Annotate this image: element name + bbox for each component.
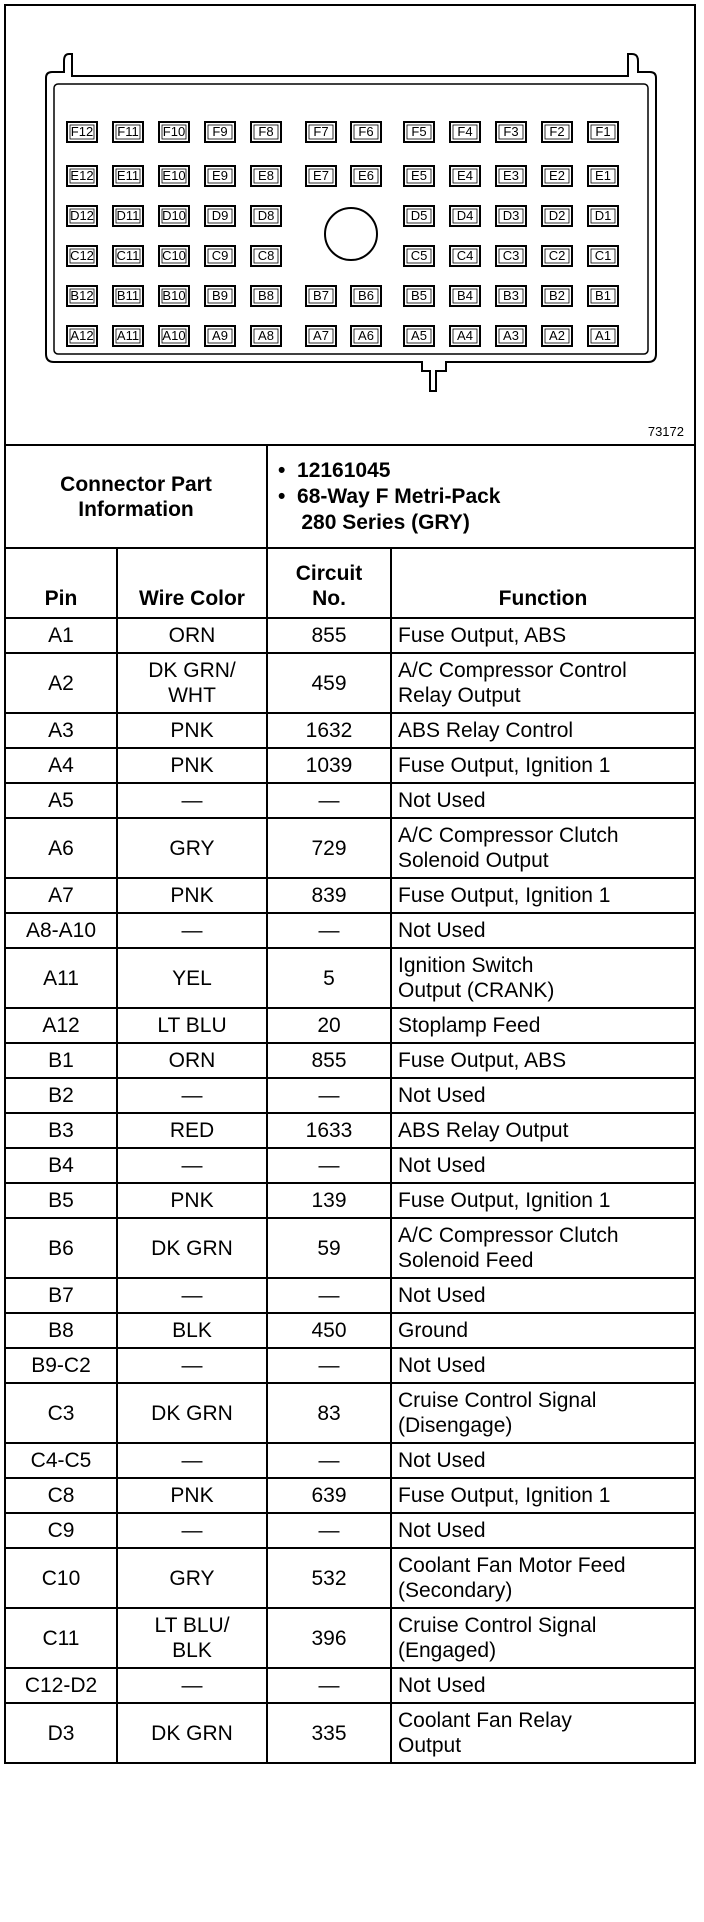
pin-label: B12 xyxy=(70,288,94,303)
pin-label: D8 xyxy=(257,208,275,223)
wire-color-cell: PNK xyxy=(117,1183,267,1218)
pin-label: D4 xyxy=(456,208,474,223)
pin-label: A1 xyxy=(595,328,611,343)
circuit-no-cell: 20 xyxy=(267,1008,391,1043)
table-row xyxy=(5,1608,695,1668)
header-row xyxy=(5,548,695,618)
pin-label: C10 xyxy=(162,248,186,263)
pin-cell: B3 xyxy=(5,1113,117,1148)
circuit-no-cell: — xyxy=(267,1668,391,1703)
pin-label: F8 xyxy=(258,124,274,139)
table-row xyxy=(5,1078,695,1113)
wire-color-cell: LT BLU xyxy=(117,1008,267,1043)
function-cell: Fuse Output, ABS xyxy=(391,1043,695,1078)
function-cell: Fuse Output, Ignition 1 xyxy=(391,1183,695,1218)
function-cell: Not Used xyxy=(391,1348,695,1383)
pin-label: C8 xyxy=(257,248,275,263)
wire-color-cell: PNK xyxy=(117,713,267,748)
table-row xyxy=(5,783,695,818)
table-row xyxy=(5,948,695,1008)
circuit-no-cell: — xyxy=(267,783,391,818)
function-cell: Stoplamp Feed xyxy=(391,1008,695,1043)
pin-cell: C4-C5 xyxy=(5,1443,117,1478)
pin-cell: B1 xyxy=(5,1043,117,1078)
pin-cell: A4 xyxy=(5,748,117,783)
part-number: • 12161045 xyxy=(278,458,391,482)
table-row xyxy=(5,1548,695,1608)
table-row xyxy=(5,653,695,713)
pin-label: B3 xyxy=(503,288,519,303)
pin-cell: A2 xyxy=(5,653,117,713)
connector-info-row xyxy=(5,445,695,548)
pin-label: E8 xyxy=(258,168,274,183)
pin-label: B9 xyxy=(212,288,228,303)
pin-cell: A11 xyxy=(5,948,117,1008)
pin-label: B4 xyxy=(457,288,473,303)
pin-label: B6 xyxy=(358,288,374,303)
header-circuit-no: Circuit No. xyxy=(267,548,391,618)
pin-cell: A3 xyxy=(5,713,117,748)
pin-label: E11 xyxy=(116,168,140,183)
pin-label: D12 xyxy=(70,208,94,223)
table-row xyxy=(5,1703,695,1763)
pin-label: D10 xyxy=(162,208,186,223)
function-cell: ABS Relay Output xyxy=(391,1113,695,1148)
pin-label: C9 xyxy=(211,248,229,263)
pin-label: C2 xyxy=(548,248,566,263)
circuit-no-cell: 335 xyxy=(267,1703,391,1763)
pin-label: C12 xyxy=(70,248,94,263)
pin-label: A3 xyxy=(503,328,519,343)
function-cell: A/C Compressor Clutch Solenoid Output xyxy=(391,818,695,878)
diagram-id-label: 73172 xyxy=(647,424,684,439)
connector-diagram xyxy=(4,4,696,446)
pin-cell: A7 xyxy=(5,878,117,913)
table-row xyxy=(5,1348,695,1383)
pin-label: C4 xyxy=(456,248,474,263)
function-cell: Coolant Fan Motor Feed (Secondary) xyxy=(391,1548,695,1608)
wire-color-cell: YEL xyxy=(117,948,267,1008)
pin-label: A6 xyxy=(358,328,374,343)
wire-color-cell: — xyxy=(117,783,267,818)
function-cell: Cruise Control Signal (Engaged) xyxy=(391,1608,695,1668)
function-cell: Fuse Output, Ignition 1 xyxy=(391,748,695,783)
wire-color-cell: DK GRN xyxy=(117,1383,267,1443)
pin-cell: C8 xyxy=(5,1478,117,1513)
pin-label: D5 xyxy=(410,208,428,223)
pin-cell: C3 xyxy=(5,1383,117,1443)
wire-color-cell: ORN xyxy=(117,1043,267,1078)
pin-label: F2 xyxy=(549,124,565,139)
pin-label: E7 xyxy=(313,168,329,183)
pin-cell: A1 xyxy=(5,618,117,653)
circuit-no-cell: — xyxy=(267,1148,391,1183)
circuit-no-cell: 839 xyxy=(267,878,391,913)
pin-label: D1 xyxy=(594,208,612,223)
function-cell: Not Used xyxy=(391,783,695,818)
pin-label: F10 xyxy=(162,124,186,139)
table-row xyxy=(5,1043,695,1078)
pin-cell: C10 xyxy=(5,1548,117,1608)
pin-label: E3 xyxy=(503,168,519,183)
function-cell: Fuse Output, Ignition 1 xyxy=(391,878,695,913)
wire-color-cell: PNK xyxy=(117,1478,267,1513)
circuit-no-cell: 855 xyxy=(267,1043,391,1078)
table-row xyxy=(5,818,695,878)
circuit-no-cell: 1633 xyxy=(267,1113,391,1148)
function-cell: Not Used xyxy=(391,1078,695,1113)
pin-label: A4 xyxy=(457,328,473,343)
circuit-no-cell: 729 xyxy=(267,818,391,878)
function-cell: Not Used xyxy=(391,1278,695,1313)
pin-label: F4 xyxy=(457,124,473,139)
pin-label: D9 xyxy=(211,208,229,223)
pin-label: A8 xyxy=(258,328,274,343)
connector-face-drawing xyxy=(6,6,694,446)
pin-label: E9 xyxy=(212,168,228,183)
function-cell: A/C Compressor Clutch Solenoid Feed xyxy=(391,1218,695,1278)
circuit-no-cell: 83 xyxy=(267,1383,391,1443)
table-row xyxy=(5,1113,695,1148)
table-row xyxy=(5,913,695,948)
circuit-no-cell: 450 xyxy=(267,1313,391,1348)
table-row xyxy=(5,1278,695,1313)
pin-cell: A12 xyxy=(5,1008,117,1043)
circuit-no-cell: 396 xyxy=(267,1608,391,1668)
pin-label: C11 xyxy=(116,248,140,263)
function-cell: Coolant Fan Relay Output xyxy=(391,1703,695,1763)
pin-label: F7 xyxy=(313,124,329,139)
wire-color-cell: GRY xyxy=(117,818,267,878)
pin-label: E5 xyxy=(411,168,427,183)
function-cell: Not Used xyxy=(391,913,695,948)
pinout-table xyxy=(4,444,696,1764)
pin-cell: D3 xyxy=(5,1703,117,1763)
wire-color-cell: DK GRN xyxy=(117,1703,267,1763)
table-row xyxy=(5,1668,695,1703)
pin-label: A2 xyxy=(549,328,565,343)
circuit-no-cell: — xyxy=(267,1078,391,1113)
pin-cell: C9 xyxy=(5,1513,117,1548)
table-row xyxy=(5,1218,695,1278)
pin-label: F9 xyxy=(212,124,228,139)
table-row xyxy=(5,1443,695,1478)
pin-label: B10 xyxy=(162,288,186,303)
pin-cell: B5 xyxy=(5,1183,117,1218)
pin-label: E1 xyxy=(595,168,611,183)
table-row xyxy=(5,1383,695,1443)
circuit-no-cell: 139 xyxy=(267,1183,391,1218)
pin-label: A10 xyxy=(162,328,186,343)
pin-cell: B8 xyxy=(5,1313,117,1348)
circuit-no-cell: — xyxy=(267,1513,391,1548)
pin-label: A5 xyxy=(411,328,427,343)
pin-label: B2 xyxy=(549,288,565,303)
circuit-no-cell: — xyxy=(267,1278,391,1313)
table-row xyxy=(5,878,695,913)
function-cell: Not Used xyxy=(391,1443,695,1478)
pin-cell: A8-A10 xyxy=(5,913,117,948)
pin-label: A7 xyxy=(313,328,329,343)
wire-color-cell: — xyxy=(117,1513,267,1548)
polarization-key xyxy=(325,208,377,260)
pin-label: F1 xyxy=(595,124,611,139)
function-cell: Fuse Output, Ignition 1 xyxy=(391,1478,695,1513)
function-cell: Not Used xyxy=(391,1148,695,1183)
circuit-no-cell: 639 xyxy=(267,1478,391,1513)
header-function: Function xyxy=(391,548,695,618)
wire-color-cell: BLK xyxy=(117,1313,267,1348)
table-row xyxy=(5,1008,695,1043)
wire-color-cell: RED xyxy=(117,1113,267,1148)
table-row xyxy=(5,713,695,748)
circuit-no-cell: 5 xyxy=(267,948,391,1008)
pin-label: C3 xyxy=(502,248,520,263)
circuit-no-cell: — xyxy=(267,913,391,948)
table-row xyxy=(5,748,695,783)
table-row xyxy=(5,1478,695,1513)
pin-label: C5 xyxy=(410,248,428,263)
circuit-no-cell: — xyxy=(267,1443,391,1478)
pin-label: F12 xyxy=(70,124,94,139)
pin-cell: A6 xyxy=(5,818,117,878)
pin-label: E12 xyxy=(70,168,94,183)
wire-color-cell: — xyxy=(117,1148,267,1183)
wire-color-cell: PNK xyxy=(117,878,267,913)
wire-color-cell: — xyxy=(117,1668,267,1703)
pin-label: D2 xyxy=(548,208,566,223)
pin-cell: B9-C2 xyxy=(5,1348,117,1383)
pin-label: F6 xyxy=(358,124,374,139)
table-row xyxy=(5,1513,695,1548)
pin-label: F3 xyxy=(503,124,519,139)
connector-info-list xyxy=(267,445,695,548)
circuit-no-cell: — xyxy=(267,1348,391,1383)
function-cell: Fuse Output, ABS xyxy=(391,618,695,653)
pin-label: A11 xyxy=(116,328,140,343)
wire-color-cell: ORN xyxy=(117,618,267,653)
header-pin: Pin xyxy=(5,548,117,618)
pin-label: E6 xyxy=(358,168,374,183)
table-row xyxy=(5,1183,695,1218)
wire-color-cell: DK GRN xyxy=(117,1218,267,1278)
wire-color-cell: PNK xyxy=(117,748,267,783)
pin-label: D3 xyxy=(502,208,520,223)
connector-type-line1: • 68-Way F Metri-Pack xyxy=(278,484,501,508)
wire-color-cell: — xyxy=(117,1348,267,1383)
pin-label: B1 xyxy=(595,288,611,303)
pin-label: F11 xyxy=(117,124,139,139)
table-row xyxy=(5,618,695,653)
pin-label: F5 xyxy=(411,124,427,139)
wire-color-cell: LT BLU/ BLK xyxy=(117,1608,267,1668)
pin-cell: B4 xyxy=(5,1148,117,1183)
circuit-no-cell: 855 xyxy=(267,618,391,653)
wire-color-cell: DK GRN/ WHT xyxy=(117,653,267,713)
pin-rows xyxy=(5,618,695,1763)
pin-label: B8 xyxy=(258,288,274,303)
function-cell: Cruise Control Signal (Disengage) xyxy=(391,1383,695,1443)
pin-label: B7 xyxy=(313,288,329,303)
function-cell: Ignition Switch Output (CRANK) xyxy=(391,948,695,1008)
function-cell: Not Used xyxy=(391,1513,695,1548)
pin-cell: B7 xyxy=(5,1278,117,1313)
pin-cell: B2 xyxy=(5,1078,117,1113)
pin-label: E4 xyxy=(457,168,473,183)
pin-label: C1 xyxy=(594,248,612,263)
circuit-no-cell: 1632 xyxy=(267,713,391,748)
wire-color-cell: — xyxy=(117,1078,267,1113)
pin-label: E10 xyxy=(162,168,186,183)
pin-label: B11 xyxy=(116,288,140,303)
function-cell: A/C Compressor Control Relay Output xyxy=(391,653,695,713)
wire-color-cell: GRY xyxy=(117,1548,267,1608)
pin-label: B5 xyxy=(411,288,427,303)
connector-sheet xyxy=(4,4,694,1914)
header-wire-color: Wire Color xyxy=(117,548,267,618)
wire-color-cell: — xyxy=(117,913,267,948)
function-cell: Not Used xyxy=(391,1668,695,1703)
circuit-no-cell: 59 xyxy=(267,1218,391,1278)
circuit-no-cell: 532 xyxy=(267,1548,391,1608)
table-row xyxy=(5,1313,695,1348)
wire-color-cell: — xyxy=(117,1278,267,1313)
function-cell: Ground xyxy=(391,1313,695,1348)
pin-label: E2 xyxy=(549,168,565,183)
connector-info-label: Connector Part Information xyxy=(5,445,267,548)
table-row xyxy=(5,1148,695,1183)
pin-label: A9 xyxy=(212,328,228,343)
wire-color-cell: — xyxy=(117,1443,267,1478)
pin-cell: C11 xyxy=(5,1608,117,1668)
circuit-no-cell: 1039 xyxy=(267,748,391,783)
pin-cell: A5 xyxy=(5,783,117,818)
pin-label: D11 xyxy=(116,208,140,223)
pin-cell: C12-D2 xyxy=(5,1668,117,1703)
pin-cell: B6 xyxy=(5,1218,117,1278)
pin-label: A12 xyxy=(70,328,94,343)
connector-type-line2: 280 Series (GRY) xyxy=(278,510,470,534)
function-cell: ABS Relay Control xyxy=(391,713,695,748)
circuit-no-cell: 459 xyxy=(267,653,391,713)
